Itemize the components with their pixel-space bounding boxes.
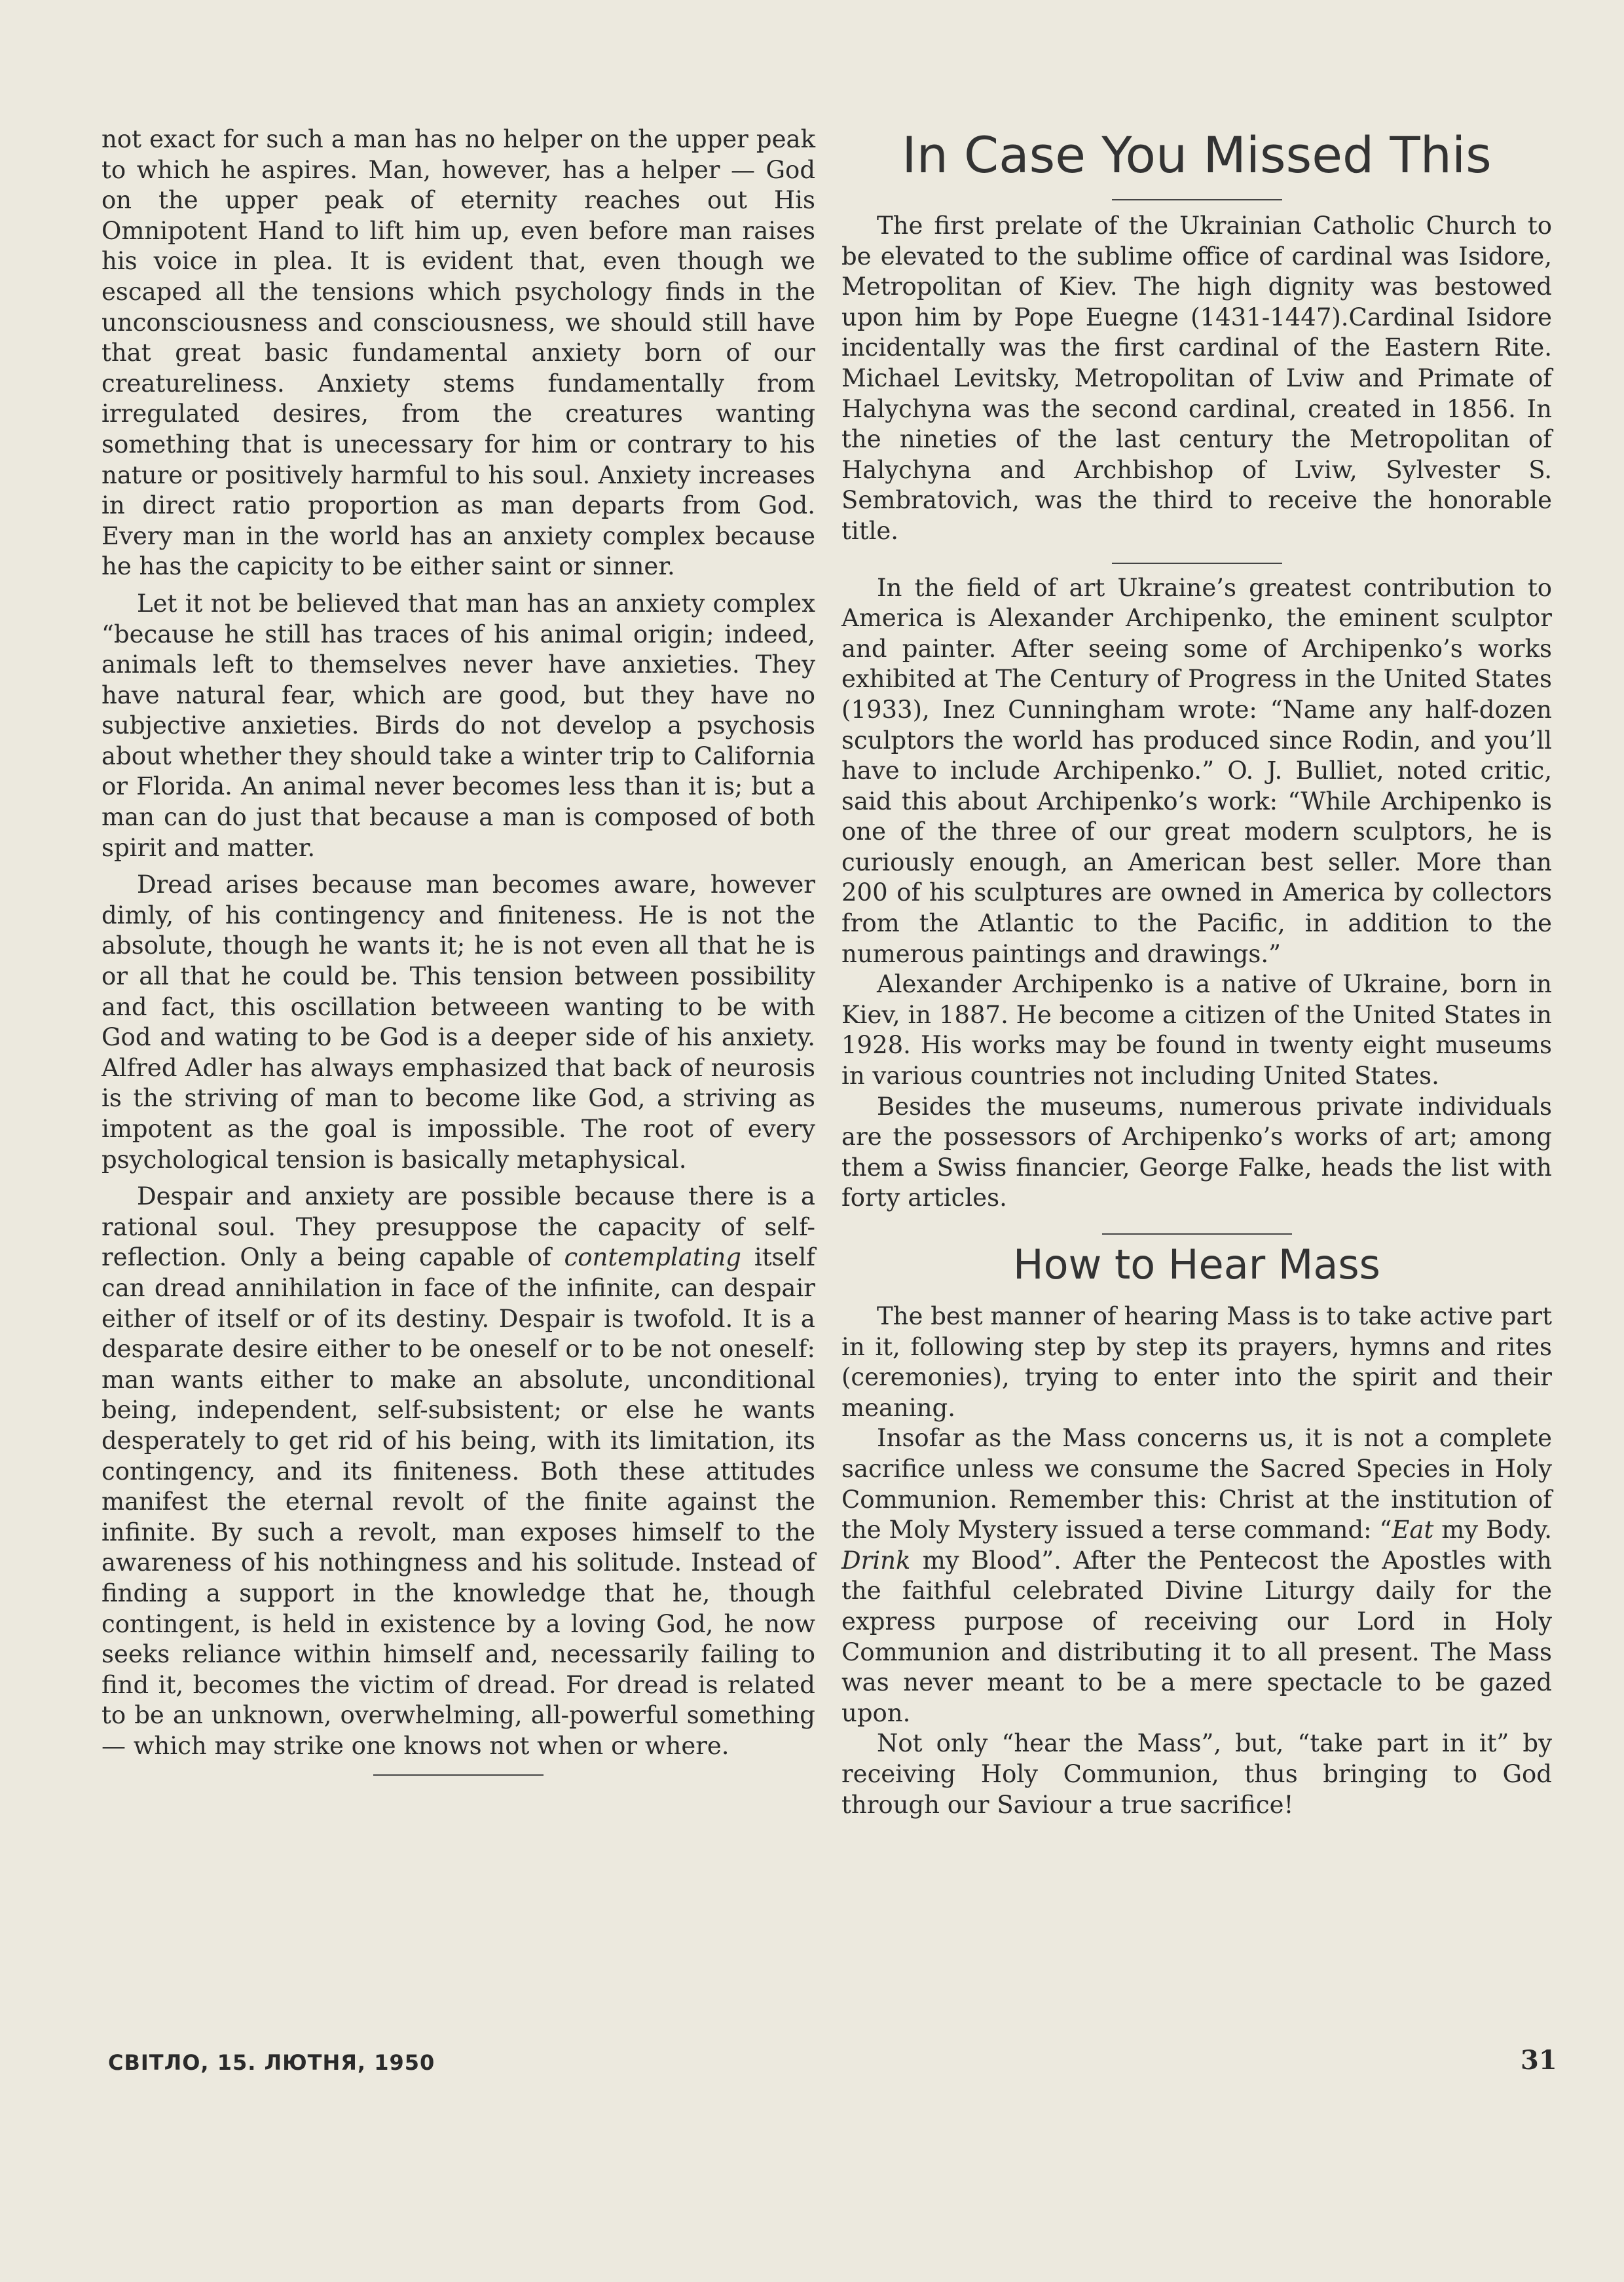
- section-heading-in-case-you-missed-this: In Case You Missed This: [902, 126, 1492, 184]
- article-paragraph: [841, 1423, 1552, 1729]
- italic-word: Eat: [1392, 1516, 1434, 1544]
- text-run: Despair and anxiety are possible because there is a rational soul. They presuppose the capacity of self-reflection. Only a being capable of: [101, 1182, 815, 1272]
- article-paragraph: The first prelate of the Ukrainian Catholic Church to be elevated to the sublime office of cardinal was Isidore, Metropolitan of Kiev. The high dignity was bestowed upon him by Pope Euegne (1431-1447).Cardinal Isidore incidentally was the first cardinal of the Eastern Rite. Michael Levitsky, Metropolitan of Lviw and Primate of Halychyna was the second cardinal, created in 1856. In the nineties of the last century the Metropolitan of Halychyna and Archbishop of Lviw, Sylvester S. Sembratovich, was the third to receive the honorable title.: [841, 212, 1552, 545]
- text-run: my Blood”. After the Pentecost the Apostles with the faithful celebrated Divine Liturgy daily for the express purpose of receiving our Lord in Holy Communion and distributing it to all present. The Mass was never meant to be a mere spectacle to be gazed upon.: [841, 1546, 1552, 1727]
- article-paragraph: [101, 1182, 815, 1761]
- right-column: [841, 124, 1552, 1820]
- article-paragraph: Let it not be believed that man has an anxiety complex “because he still has traces of his animal origin; indeed, animals left to themselves never have anxieties. They have natural fear, which are good, but they have no subjective anxieties. Birds do not develop a psychosis about whether they should take a winter trip to California or Florida. An animal never becomes less than it is; but a man can do just that because a man is composed of both spirit and matter.: [101, 589, 815, 862]
- section-heading-how-to-hear-mass: How to Hear Mass: [1013, 1241, 1380, 1288]
- article-paragraph: Besides the museums, numerous private individuals are the possessors of Archipenko’s works of art; among them a Swiss financier, George Falke, heads the list with forty articles.: [841, 1092, 1552, 1212]
- footer-publication-date: СВІТЛО, 15. ЛЮТНЯ, 1950: [108, 2050, 435, 2075]
- text-run: itself can dread annihilation in face of the infinite, can despair either of itself or of its destiny. Despair is twofold. It is a desparate desire either to be oneself or to be not oneself: man wants either to make an absolute, unconditional being, independent, self-subsistent; or else he wants desperately to get rid of his being, with its limitation, its contingency, and its finiteness. Both these attitudes manifest the eternal revolt of the finite against the infinite. By such a revolt, man exposes himself to the awareness of his nothingness and his solitude. Instead of finding a support in the knowledge that he, though contingent, is held in existence by a loving God, he now seeks reliance within himself and, necessarily failing to find it, becomes the victim of dread. For dread is related to be an unknown, overwhelming, all-powerful something — which may strike one knows not when or where.: [101, 1243, 815, 1760]
- text-run: Insofar as the Mass concerns us, it is not a complete sacrifice unless we consume the Sacred Species in Holy Communion. Remember this: Christ at the institution of the Moly Mystery issued a terse command: “: [841, 1424, 1552, 1544]
- article-paragraph: Alexander Archipenko is a native of Ukraine, born in Kiev, in 1887. He become a citizen of the United States in 1928. His works may be found in twenty eight museums in various countries not including United States.: [841, 970, 1552, 1091]
- article-paragraph: Dread arises because man becomes aware, however dimly, of his contingency and finiteness. He is not the absolute, though he wants it; he is not even all that he is or all that he could be. This tension between possibility and fact, this oscillation betweeen wanting to be with God and wating to be God is a deeper side of his anxiety. Alfred Adler has always emphasized that back of neurosis is the striving of man to become like God, a striving as impotent as the goal is impossible. The root of every psychological tension is basically metaphysical.: [101, 870, 815, 1174]
- section-divider: [1112, 199, 1282, 200]
- page-number: 31: [1521, 2045, 1557, 2076]
- section-divider: [373, 1774, 544, 1776]
- article-paragraph: The best manner of hearing Mass is to take active part in it, following step by step its prayers, hymns and rites (ceremonies), trying to enter into the spirit and their meaning.: [841, 1302, 1552, 1422]
- article-paragraph: In the field of art Ukraine’s greatest contribution to America is Alexander Archipenko, the eminent sculptor and painter. After seeing some of Archipenko’s works exhibited at The Century of Progress in the United States (1933), Inez Cunningham wrote: “Name any half-dozen sculptors the world has produced since Rodin, and you’ll have to include Archipenko.” O. J. Bulliet, noted critic, said this about Archipenko’s work: “While Archipenko is one of the three of our great modern sculptors, he is curiously enough, an American best seller. More than 200 of his sculptures are owned in America by collectors from the Atlantic to the Pacific, in addition to the numerous paintings and drawings.”: [841, 573, 1552, 968]
- article-paragraph: not exact for such a man has no helper on the upper peak to which he aspires. Man, however, has a helper — God on the upper peak of eternity reaches out His Omnipotent Hand to lift him up, even before man raises his voice in plea. It is evident that, even though we escaped all the tensions which psychology finds in the unconsciousness and consciousness, we should still have that great basic fundamental anxiety born of our creatureliness. Anxiety stems fundamentally from irregulated desires, from the creatures wanting something that is unecessary for him or contrary to his nature or positively harmful to his soul. Anxiety increases in direct ratio proportion as man departs from God. Every man in the world has an anxiety complex because he has the capicity to be either saint or sinner.: [101, 125, 815, 581]
- section-divider: [1112, 563, 1282, 564]
- left-column: [101, 124, 815, 1776]
- italic-word: Drink: [841, 1546, 911, 1575]
- section-divider: [1102, 1233, 1292, 1235]
- italic-word: contemplating: [564, 1243, 741, 1272]
- text-run: my Body.: [1433, 1516, 1552, 1544]
- article-paragraph: Not only “hear the Mass”, but, “take part in it” by receiving Holy Communion, thus bringing to God through our Saviour a true sacrifice!: [841, 1729, 1552, 1819]
